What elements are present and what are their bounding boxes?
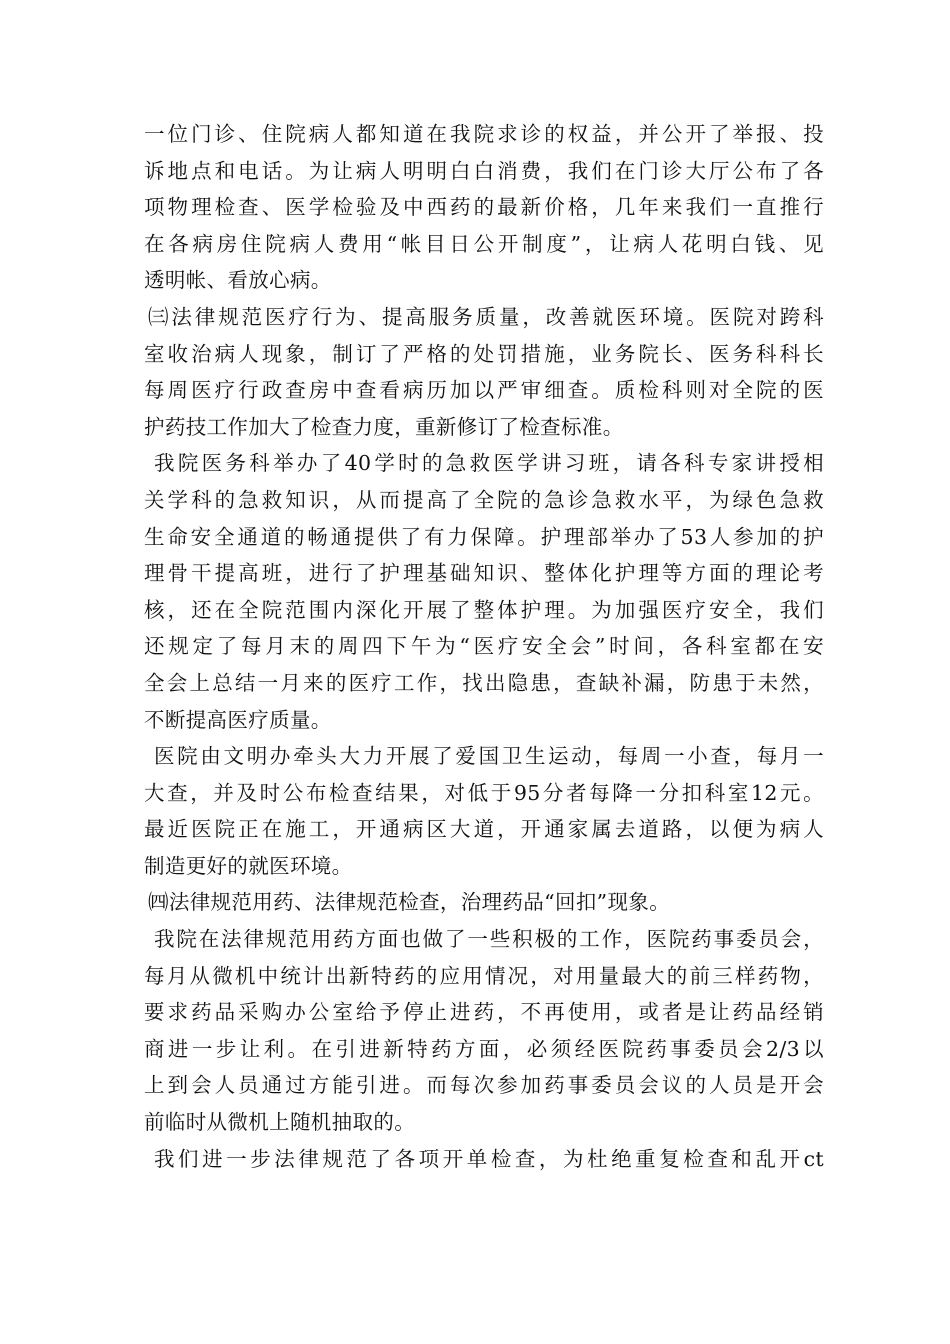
text-line: 生命安全通道的畅通提供了有力保障。护理部举办了53人参加的护: [144, 524, 824, 549]
paragraph-first-line: 我们进一步法律规范了各项开单检查，为杜绝重复检查和乱开ct: [154, 1146, 824, 1171]
section-heading-line: ㈢法律规范医疗行为、提高服务质量，改善就医环境。医院对跨科: [148, 304, 824, 329]
text-line: 理骨干提高班，进行了护理基础知识、整体化护理等方面的理论考: [144, 561, 824, 586]
text-line: 在各病房住院病人费用“帐目日公开制度”，让病人花明白钱、见: [144, 231, 824, 256]
paragraph-first-line: 我院医务科举办了40学时的急救医学讲习班，请各科专家讲授相: [154, 451, 824, 476]
text-line: 每月从微机中统计出新特药的应用情况，对用量最大的前三样药物，: [144, 963, 824, 988]
text-line: 诉地点和电话。为让病人明明白白消费，我们在门诊大厅公布了各: [144, 158, 824, 183]
text-line: 商进一步让利。在引进新特药方面，必须经医院药事委员会2/3以: [144, 1036, 824, 1061]
text-line: 关学科的急救知识，从而提高了全院的急诊急救水平，为绿色急救: [144, 487, 824, 512]
text-line: 大查，并及时公布检查结果，对低于95分者每降一分扣科室12元。: [144, 780, 824, 805]
paragraph-first-line: 我院在法律规范用药方面也做了一些积极的工作，医院药事委员会，: [154, 927, 824, 952]
text-line: 核，还在全院范围内深化开展了整体护理。为加强医疗安全，我们: [144, 597, 824, 622]
section-heading-line: ㈣法律规范用药、法律规范检查，治理药品“回扣”现象。: [148, 890, 671, 915]
text-line: 一位门诊、住院病人都知道在我院求诊的权益，并公开了举报、投: [144, 122, 824, 146]
text-line: 最近医院正在施工，开通病区大道，开通家属去道路，以便为病人: [144, 817, 824, 842]
text-line: 护药技工作加大了检查力度，重新修订了检查标准。: [144, 414, 624, 439]
text-line: 制造更好的就医环境。: [144, 853, 353, 878]
text-line: 上到会人员通过方能引进。而每次参加药事委员会议的人员是开会: [144, 1073, 824, 1098]
text-line: 还规定了每月末的周四下午为“医疗安全会”时间，各科室都在安: [144, 634, 824, 659]
text-line: 每周医疗行政查房中查看病历加以严审细查。质检科则对全院的医: [144, 378, 824, 403]
document-body: [144, 116, 824, 1177]
text-line: 前临时从微机上随机抽取的。: [144, 1110, 416, 1135]
text-line: 不断提高医疗质量。: [144, 707, 332, 732]
text-line: 室收治病人现象，制订了严格的处罚措施，业务院长、医务科科长: [144, 341, 824, 366]
text-line: 要求药品采购办公室给予停止进药，不再使用，或者是让药品经销: [144, 1000, 824, 1025]
text-line: 透明帐、看放心病。: [144, 268, 332, 293]
text-line: 项物理检查、医学检验及中西药的最新价格，几年来我们一直推行: [144, 195, 824, 220]
text-line: 全会上总结一月来的医疗工作，找出隐患，查缺补漏，防患于未然，: [144, 670, 824, 695]
paragraph-first-line: 医院由文明办牵头大力开展了爱国卫生运动，每周一小查，每月一: [154, 744, 824, 769]
